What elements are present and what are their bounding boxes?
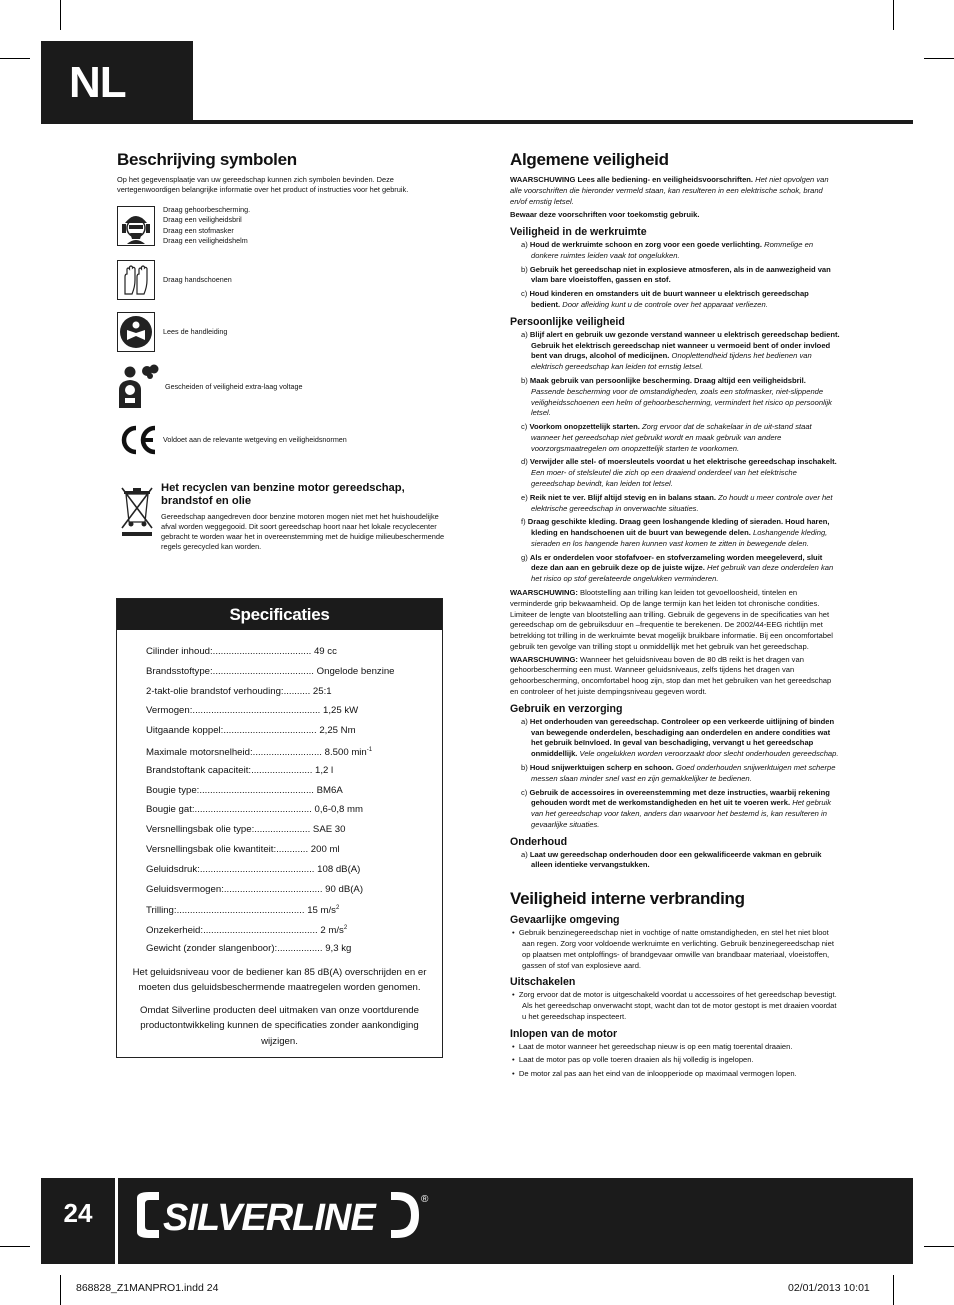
item-italic: Onoplettendheid tijdens het bedienen van elektrisch gereedschap kan leiden tot ernstig letsel.	[531, 351, 812, 372]
item-bold: Als er onderdelen voor stofafvoer- en stofverzameling worden meegeleverd, sluit deze dan aan en gebruik deze op de juiste wijze.	[529, 552, 823, 573]
spec-row	[117, 860, 442, 880]
spec-row	[117, 701, 442, 721]
safety-item	[510, 240, 840, 262]
bullet-text: Gebruik benzinegereedschap niet in vochtige of natte omstandigheden, en stel het niet bloot aan regen. Zorg voor voldoende werkruimte en verlichting. Gebruik benzinegereedschap niet op plaatsen met ontplofﬁngs- of brandgevaar omwille van brandbaar materiaal, vloeistoffen, gassen of stof van explosieve aard.	[518, 928, 834, 970]
spec-row	[117, 840, 442, 860]
vibration-warning: WAARSCHUWING: Blootstelling aan trilling kan leiden tot gevoelloosheid, tintelen en verminderde grip bekwaamheid. Op de lange termijn kan het leiden tot chronische condities. Limiteer de lengte van blootstelling aan trilling. Gebruik de gegevens in de specificaties van het gereedschap om de gebruiksduur en –frequentie te berekenen. De 2002/44-EEG richtlijn met betrekking tot trilling in de werkruimte bevat mogelijk bruikbare informatie. Bij een oncomfortabel gebruik ten gevolge van trilling stopt u onmiddellijk met het gebruik van het gereedschap.	[510, 588, 833, 651]
safety-item	[510, 553, 840, 585]
spec-superscript: 2	[343, 925, 348, 932]
item-italic: Passende bescherming voor de omstandigheden, zoals een stofmasker, niet-slippende veiligheidsschoenen een helm of gehoorbescherming, vermindert het risico op persoonlijk letsel.	[531, 386, 832, 418]
symbol-description: Draag handschoenen	[163, 274, 232, 284]
item-letter: a)	[521, 240, 528, 250]
footer-bar	[41, 1178, 913, 1264]
spec-row	[117, 662, 442, 682]
subsection-title: Uitschakelen	[510, 976, 576, 989]
spec-value: BM6A	[316, 784, 343, 796]
spec-leader: ............................................	[194, 804, 312, 816]
file-name: 868828_Z1MANPRO1.indd 24	[76, 1282, 219, 1294]
subsection-title: Inlopen van de motor	[510, 1027, 618, 1040]
item-italic: Zo houdt u meer controle over het elektrische gereedschap in onverwachte situaties.	[531, 492, 833, 513]
item-italic: Een moer- of stelsleutel die zich op een draaiend onderdeel van het elektrische gereedschap bevindt, kan leiden tot letsel.	[531, 468, 797, 488]
spec-row	[117, 880, 442, 900]
item-bold: Houd snijwerktuigen scherp en schoon.	[529, 762, 674, 772]
spec-value: 8.500 min	[324, 747, 367, 759]
symbol-row	[117, 205, 445, 247]
item-bold: Laat uw gereedschap onderhouden door een gekwalificeerde vakman en gebruik alleen identieke vervangstukken.	[529, 849, 822, 870]
weee-bin-icon	[117, 482, 157, 538]
item-letter: a)	[521, 329, 528, 339]
item-letter: c)	[521, 787, 528, 797]
spec-leader: ...........................................	[203, 925, 318, 937]
bullet-icon: •	[512, 990, 519, 1000]
brand-name: SILVERLINE	[163, 1197, 375, 1239]
safety-item	[510, 330, 840, 373]
spec-row	[117, 820, 442, 840]
spec-leader: ...........................................	[199, 784, 314, 796]
bullet-icon: •	[512, 928, 519, 938]
footer-divider	[115, 1178, 118, 1264]
bullet-item	[510, 1055, 840, 1066]
item-letter: b)	[521, 762, 528, 772]
item-bold: Houd kinderen en omstanders uit de buurt wanneer u elektrisch gereedschap bedient.	[529, 289, 809, 310]
item-italic: Zorg ervoor dat de schakelaar in de uit-stand staat wanneer het gereedschap niet gebruikt wordt en maak gebruik van andere voorzorgsmaatregelen om onopzettelijk starten te voorkomen.	[531, 422, 812, 453]
recycling-title: Het recyclen van benzine motor gereedschap, brandstof en olie	[161, 481, 405, 508]
item-letter: b)	[521, 375, 528, 385]
item-italic: Door afleiding kunt u de controle over het apparaat verliezen.	[562, 300, 768, 310]
subsection-title: Gebruik en verzorging	[510, 702, 623, 715]
symbol-row	[117, 312, 445, 352]
bullet-item	[510, 990, 840, 1022]
safety-section	[510, 150, 840, 1083]
general-warning: WAARSCHUWING Lees alle bediening- en veiligheidsvoorschriften. Het niet opvolgen van alle voorschriften die hieronder vermeld staan, kan resulteren in een elektrische schok, brand en/of ernstig letsel.	[510, 175, 829, 206]
spec-row	[117, 741, 442, 761]
safety-subsections	[510, 226, 840, 585]
spec-row	[117, 919, 442, 939]
spec-value: 200 ml	[310, 843, 340, 855]
item-bold: Verwijder alle stel- of moersleutels voordat u het elektrische gereedschap inschakelt.	[529, 457, 837, 467]
spec-row	[117, 761, 442, 781]
safety-item	[510, 289, 840, 311]
spec-value: Ongelode benzine	[316, 665, 395, 677]
print-date: 02/01/2013 10:01	[788, 1282, 870, 1294]
safety-item	[510, 376, 840, 419]
spec-value: 108 dB(A)	[317, 863, 361, 875]
symbol-description: Draag gehoorbescherming. Draag een veiligheidsbril Draag een stofmasker Draag een veiligheidshelm	[163, 204, 251, 246]
item-bold: Houd de werkruimte schoon en zorg voor een goede verlichting.	[529, 240, 762, 250]
subsection-title: Gevaarlijke omgeving	[510, 914, 620, 927]
keep-instructions: Bewaar deze voorschriften voor toekomstig gebruik.	[510, 210, 700, 220]
gloves-icon	[117, 260, 155, 300]
spec-leader: ...................................	[223, 725, 317, 737]
noise-warning: WAARSCHUWING: Wanneer het geluidsniveau boven de 80 dB reikt is het dragen van gehoorbescherming een must. Wanneer geluidsniveaus, zelfs tijdens het dragen van gehoorbescherming, oncomfortabel hoog zijn, stop dan met het gebruiken van het gereedschap en controleer of het juiste dempingsniveau gegeven wordt.	[510, 654, 832, 697]
spec-leader: .....................	[254, 824, 311, 836]
item-italic: Rommelige en donkere ruimtes leiden vaak tot ongelukken.	[531, 240, 814, 260]
bullet-icon: •	[512, 1069, 519, 1079]
item-italic: Vele ongelukken worden veroorzaakt door slecht onderhouden gereedschap.	[579, 749, 839, 759]
language-tab: NL	[41, 41, 193, 124]
item-letter: c)	[521, 422, 528, 432]
spec-value: 90 dB(A)	[325, 883, 364, 895]
spec-label: Geluidsdruk:	[146, 863, 200, 875]
item-italic: Het gebruik van het gereedschap voor taken, anders dan waarvoor het bestemd is, kan resulteren in gevaarlijke situaties.	[531, 798, 832, 829]
protective-gear-icon	[117, 206, 155, 246]
item-bold: Reik niet te ver. Blijf altijd stevig en in balans staan.	[529, 492, 716, 502]
spec-superscript: 2	[335, 905, 340, 912]
bullet-item	[510, 1069, 840, 1080]
change-note: Omdat Silverline producten deel uitmaken van onze voortdurende productontwikkeling kunnen de specificaties zonder aankondiging wijzigen.	[140, 1004, 419, 1047]
symbol-row	[117, 260, 445, 300]
spec-leader: ................................................	[176, 905, 305, 917]
item-bold: Maak gebruik van persoonlijke bescherming. Draag altijd een veiligheidsbril.	[529, 375, 806, 385]
spec-label: Brandsstoftype:	[146, 665, 213, 677]
item-italic: Het gebruik van deze onderdelen kan het risico op stof gerelateerde ongelukken verminderen.	[531, 563, 834, 584]
spec-leader: ......................................	[212, 665, 314, 677]
spec-label: Versnellingsbak olie kwantiteit:	[146, 843, 277, 855]
combustion-subsections	[510, 914, 840, 1080]
spec-value: 2 m/s	[320, 925, 344, 937]
bullet-text: Zorg ervoor dat de motor is uitgeschakeld voordat u accessoires of het gereedschap bevestigt. Als het gereedschap onverwacht stopt, wacht dan tot de motor gestopt is met draaien voordat u het gereedschap inspecteert.	[518, 990, 837, 1021]
combustion-title: Veiligheid interne verbranding	[510, 889, 745, 909]
spec-row	[117, 781, 442, 801]
spec-superscript: -1	[366, 746, 373, 753]
spec-leader: ................................................	[192, 705, 321, 717]
symbol-row	[117, 364, 445, 410]
item-letter: f)	[521, 517, 526, 527]
spec-label: Brandstoftank capaciteit:	[146, 764, 252, 776]
recycling-text: Gereedschap aangedreven door benzine motoren mogen niet met het huishoudelijke afval worden weggegooid. Dit soort gereedschap hoort naar het lokale recyclecenter gebracht te worden waar het in overeenstemming met de huidige milieubeschermende regels gerecycled kan worden.	[161, 511, 445, 551]
symbol-description: Lees de handleiding	[163, 326, 228, 336]
symbol-row	[117, 422, 445, 458]
symbols-title: Beschrijving symbolen	[117, 150, 297, 169]
page-number: 24	[63, 1198, 93, 1228]
care-subsections	[510, 703, 840, 871]
item-italic: Loshangende kleding, sieraden en los hangende haren kunnen vast komen te zitten in bewegende delen.	[531, 528, 828, 548]
item-letter: b)	[521, 264, 528, 274]
safety-item	[510, 850, 840, 872]
subsection-title: Persoonlijke veiligheid	[510, 315, 625, 328]
spec-value: 0,6-0,8 mm	[314, 804, 364, 816]
header-rule	[41, 120, 913, 124]
spec-label: Geluidsvermogen:	[146, 883, 224, 895]
safety-item	[510, 493, 840, 515]
bullet-item	[510, 1042, 840, 1053]
spec-leader: ..........................	[252, 747, 322, 759]
bullet-icon: •	[512, 1055, 519, 1065]
item-letter: c)	[521, 289, 528, 299]
spec-label: Gewicht (zonder slangenboor):	[146, 942, 278, 954]
spec-label: Versnellingsbak olie type:	[146, 824, 255, 836]
spec-label: Trilling:	[146, 905, 177, 917]
spec-value: 1,25 kW	[323, 705, 359, 717]
subsection-title: Veiligheid in de werkruimte	[510, 226, 647, 239]
item-bold: Draag geschikte kleding. Draag geen loshangende kleding of sieraden. Houd haren, kleding en handschoenen uit de buurt van bewegende delen.	[527, 517, 830, 538]
spec-label: Bougie type:	[146, 784, 200, 796]
spec-row	[117, 899, 442, 919]
spec-row	[117, 721, 442, 741]
safety-title: Algemene veiligheid	[510, 150, 669, 169]
spec-row	[117, 642, 442, 662]
subsection-title: Onderhoud	[510, 835, 568, 848]
bullet-icon: •	[512, 1041, 519, 1051]
spec-label: Maximale motorsnelheid:	[146, 747, 253, 759]
spec-value: 1,2 l	[315, 764, 334, 776]
safety-item	[510, 763, 840, 785]
item-letter: a)	[521, 849, 528, 859]
spec-label: 2-takt-olie brandstof verhouding:	[146, 685, 284, 697]
spec-value: 2,25 Nm	[319, 725, 356, 737]
bullet-text: De motor zal pas aan het eind van de inloopperiode op maximaal vermogen lopen.	[518, 1069, 797, 1079]
item-letter: d)	[521, 457, 528, 467]
specifications-table	[117, 642, 442, 959]
safety-item	[510, 717, 840, 760]
item-letter: g)	[521, 552, 528, 562]
symbol-description: Gescheiden of veiligheid extra-laag voltage	[165, 381, 303, 391]
item-italic: Goed onderhouden snijwerktuigen met scherpe messen slaan minder snel vast en zijn gemakkelijker te bedienen.	[531, 762, 836, 783]
toxic-fumes-icon	[117, 364, 165, 410]
spec-label: Cilinder inhoud:	[146, 646, 213, 657]
spec-label: Onzekerheid:	[146, 925, 204, 937]
registered-mark: ®	[421, 1194, 429, 1205]
spec-label: Vermogen:	[146, 705, 193, 717]
bullet-text: Laat de motor pas op volle toeren draaien als hij volledig is ingelopen.	[518, 1055, 754, 1065]
spec-leader: .......................	[251, 764, 313, 776]
item-bold: Het onderhouden van gereedschap. Controleer op een verkeerde uitlijning of binden van bewegende onderdelen, beschadiging aan onderdelen en andere condities wat het gebruik beïnvloed. In geval van beschadiging, vervangt u het gereedschap onmiddellijk.	[529, 716, 835, 759]
spec-label: Uitgaande koppel:	[146, 725, 224, 737]
bullet-text: Laat de motor wanneer het gereedschap nieuw is op een matig toerental draaien.	[518, 1041, 793, 1051]
safety-item	[510, 788, 840, 831]
item-bold: Gebruik de accessoires in overeenstemming met deze instructies, waarbij rekening gehouden wordt met de werkomstandigheden en het uit te voeren werk.	[529, 787, 830, 808]
spec-value: 15 m/s	[307, 905, 336, 917]
symbols-section	[117, 150, 445, 552]
manual-icon	[117, 312, 155, 352]
safety-item	[510, 265, 840, 287]
spec-label: Bougie gat:	[146, 804, 195, 816]
specifications-title: Specificaties	[117, 599, 442, 630]
spec-leader: .....................................	[223, 883, 323, 895]
item-letter: a)	[521, 716, 528, 726]
spec-leader: ...........................................	[199, 863, 315, 875]
item-letter: e)	[521, 492, 528, 502]
spec-value: SAE 30	[312, 824, 346, 836]
safety-item	[510, 422, 840, 454]
specifications-box	[116, 598, 443, 1058]
safety-item	[510, 517, 840, 549]
symbols-intro: Op het gegevensplaatje van uw gereedschap kunnen zich symbolen bevinden. Deze vertegenwoordigen belangrijke informatie over het product of instructies voor het gebruik.	[117, 175, 409, 194]
recycling-block	[117, 482, 445, 552]
spec-leader: .....................................	[212, 646, 312, 657]
item-bold: Gebruik het gereedschap niet in explosieve atmosferen, als in de aanwezigheid van vlam bare vloeistoffen, gassen en stof.	[529, 264, 831, 285]
safety-item	[510, 457, 840, 489]
spec-value: 9,3 kg	[325, 942, 352, 954]
bullet-item	[510, 928, 840, 971]
spec-leader: .................	[277, 942, 323, 954]
spec-leader: ............	[276, 843, 309, 855]
spec-leader: ..........	[283, 685, 311, 697]
spec-row	[117, 939, 442, 959]
spec-value: 49 cc	[313, 646, 337, 657]
item-bold: Voorkom onopzettelijk starten.	[529, 422, 640, 432]
noise-note: Het geluidsniveau voor de bediener kan 85 dB(A) overschrijden en er moeten dus geluidsbeschermende maatregelen worden genomen.	[132, 966, 427, 994]
spec-row	[117, 682, 442, 702]
spec-value: 25:1	[312, 685, 332, 697]
spec-row	[117, 800, 442, 820]
ce-mark-icon	[117, 422, 161, 458]
silverline-logo	[135, 1190, 435, 1245]
symbol-description: Voldoet aan de relevante wetgeving en veiligheidsnormen	[163, 434, 347, 444]
item-bold: Blijf alert en gebruik uw gezonde verstand wanneer u elektrisch gereedschap bedient. Gebruik het elektrisch gereedschap niet wanneer u vermoeid bent of onder invloed bent van drugs, alcohol of medicijnen.	[529, 329, 840, 361]
